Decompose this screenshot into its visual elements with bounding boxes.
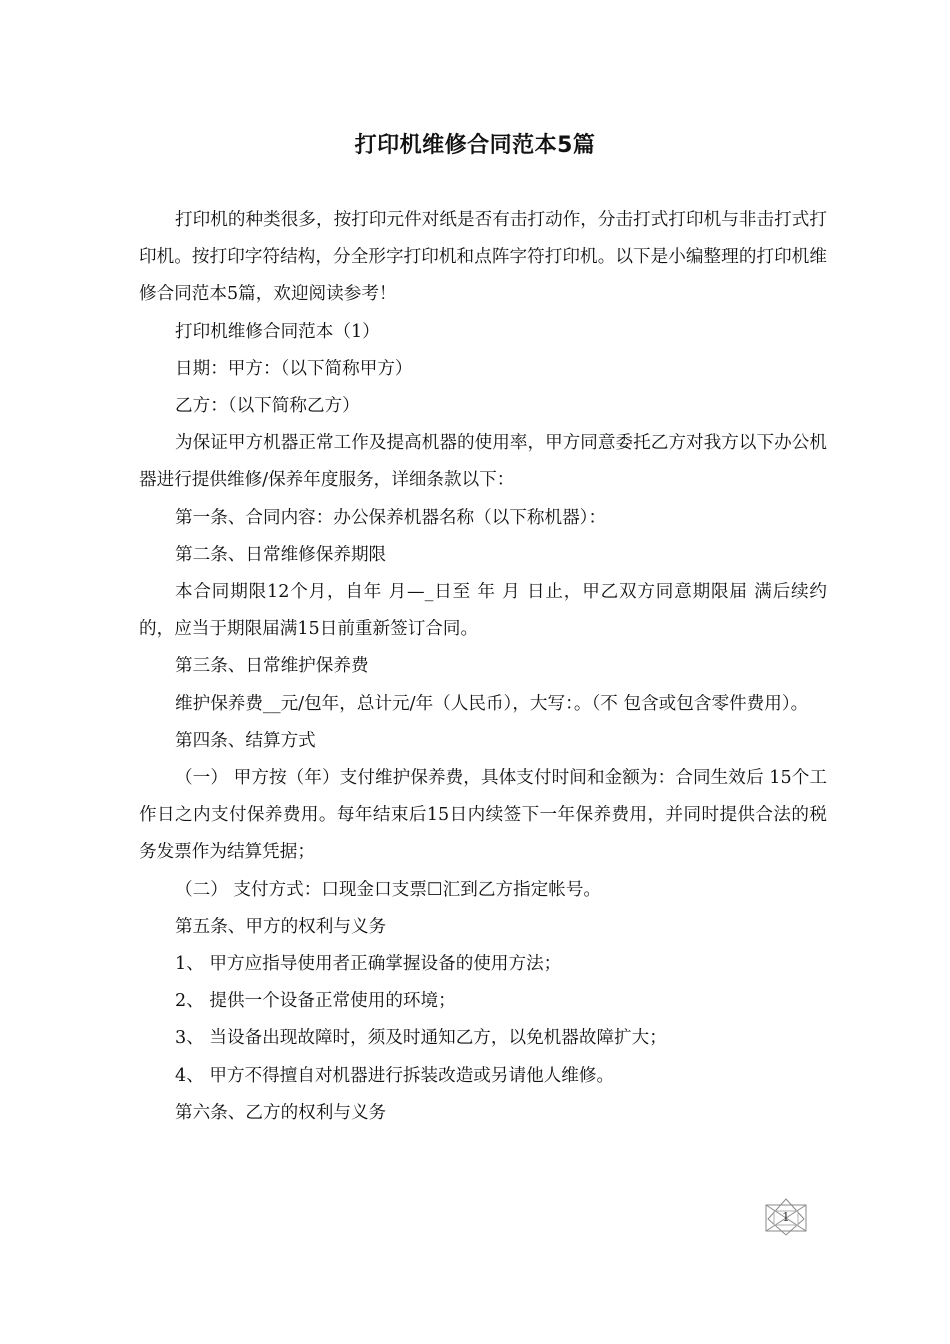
paragraph: 打印机维修合同范本（1） <box>175 321 380 342</box>
paragraph: 3、 当设备出现故障时，须及时通知乙方，以免机器故障扩大； <box>175 1028 667 1049</box>
paragraph: 4、 甲方不得擅自对机器进行拆装改造或另请他人维修。 <box>175 1065 615 1086</box>
paragraph: 本合同期限12个月，自年 月—_日至 年 月 日止，甲乙双方同意期限届 满后续约的，应当于期限届满15日前重新签订合同。 <box>139 582 827 640</box>
page-number-badge <box>760 1197 812 1237</box>
paragraph: （一） 甲方按（年）支付维护保养费，具体支付时间和金额为：合同生效后 15个工作日之内支付保养费用。每年结束后15日内续签下一年保养费用，并同时提供合法的税务发票作为结算凭据； <box>139 768 827 863</box>
paragraph: （二） 支付方式：口现金口支票☐汇到乙方指定帐号。 <box>175 879 602 900</box>
paragraph: 乙方：（以下简称乙方） <box>175 396 360 417</box>
paragraph: 第五条、甲方的权利与义务 <box>175 916 387 937</box>
page-number: 1 <box>782 1210 790 1224</box>
paragraph: 第一条、合同内容：办公保养机器名称（以下称机器）： <box>175 507 607 528</box>
paragraph: 日期：甲方：（以下简称甲方） <box>175 358 413 379</box>
document-body <box>139 202 827 1132</box>
paragraph: 为保证甲方机器正常工作及提高机器的使用率，甲方同意委托乙方对我方以下办公机器进行提供维修/保养年度服务，详细条款以下： <box>139 433 827 491</box>
paragraph: 1、 甲方应指导使用者正确掌握设备的使用方法； <box>175 954 562 975</box>
paragraph: 第三条、日常维护保养费 <box>175 656 369 677</box>
paragraph: 打印机的种类很多，按打印元件对纸是否有击打动作，分击打式打印机与非击打式打印机。按打印字符结构，分全形字打印机和点阵字符打印机。以下是小编整理的打印机维修合同范本5篇，欢迎阅读参考！ <box>139 210 827 305</box>
paragraph: 维护保养费__元/包年，总计元/年（人民币），大写：。（不 包含或包含零件费用）。 <box>175 693 809 714</box>
document-title: 打印机维修合同范本5篇 <box>354 133 596 158</box>
paragraph: 第六条、乙方的权利与义务 <box>175 1102 387 1123</box>
paragraph: 第四条、结算方式 <box>175 730 316 751</box>
paragraph: 第二条、日常维修保养期限 <box>175 544 387 565</box>
paragraph: 2、 提供一个设备正常使用的环境； <box>175 991 456 1012</box>
